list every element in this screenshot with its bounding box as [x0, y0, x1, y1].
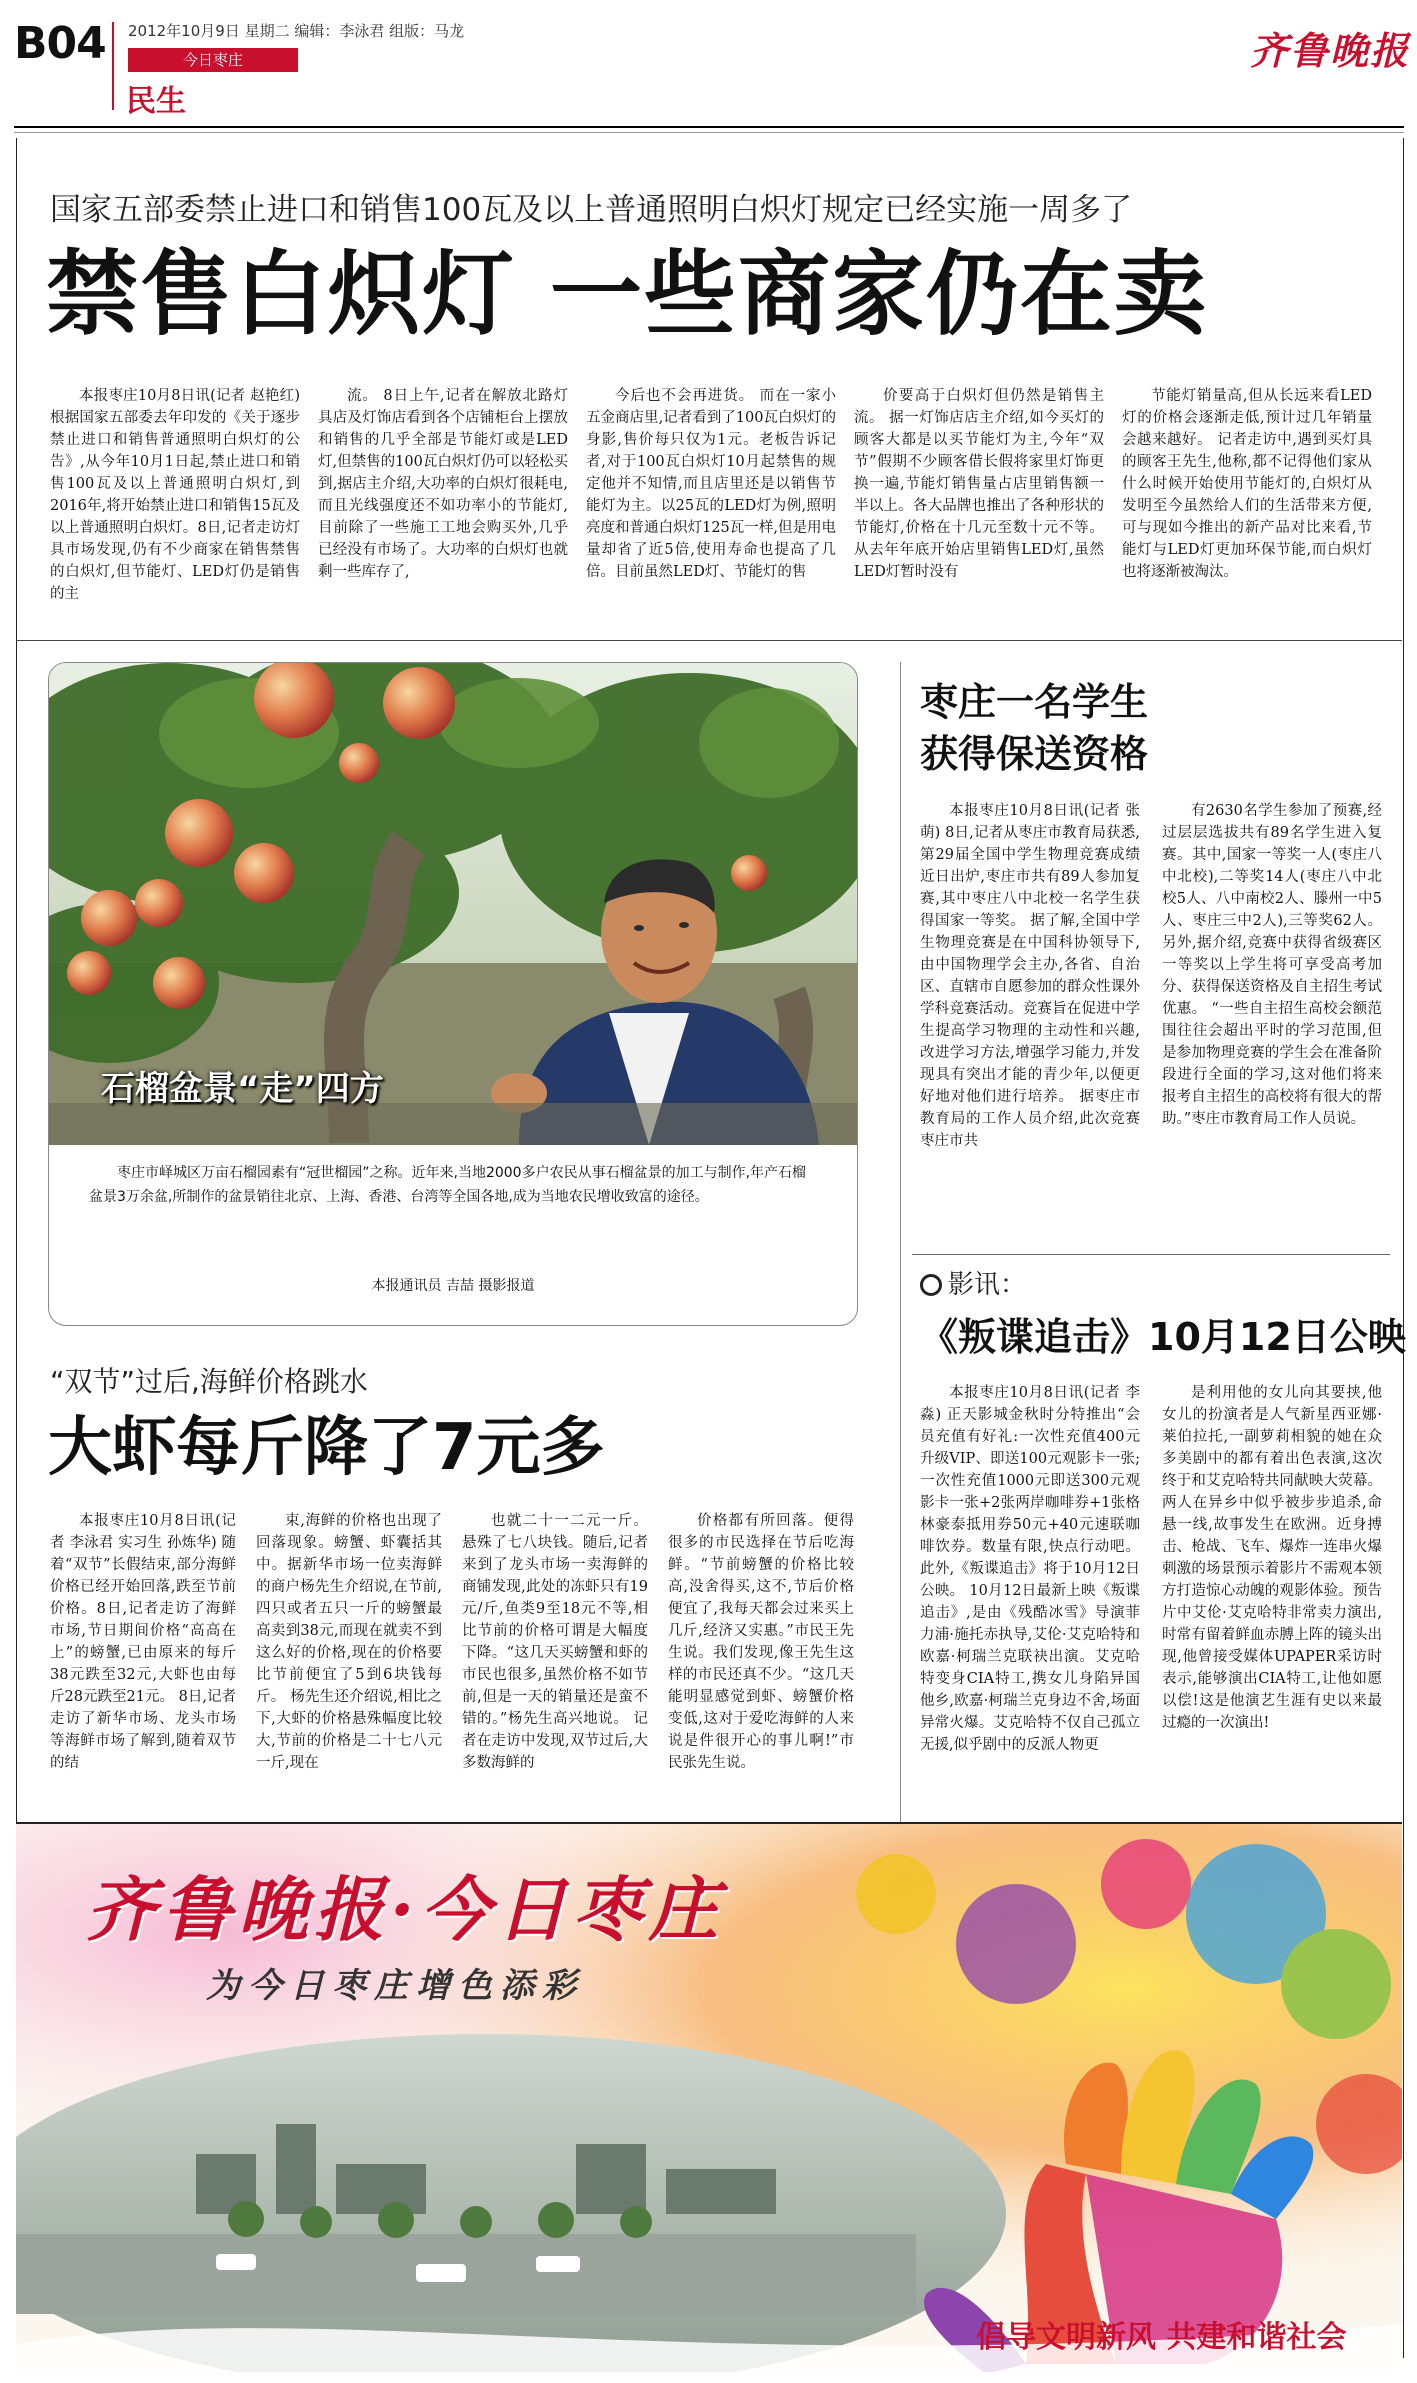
lead-col-5-text: 节能灯销量高,但从长远来看LED灯的价格会逐渐走低,预计过几年销量会越来越好。 记者走访中,遇到买灯具的顾客王先生,他称,都不记得他们家从什么时候开始使用节能灯的,白炽灯从发明至今虽然给人们的生活带来方便,可与现如今推出的新产品对比来看,节能灯与LED灯更加环保节能,而白炽灯也将逐渐被淘汰。 [1122, 388, 1372, 580]
lead-col-4-text: 价要高于白炽灯但仍然是销售主流。 据一灯饰店店主介绍,如今买灯的顾客大都是以买节能灯为主,今年“双节”假期不少顾客借长假将家里灯饰更换一遍,节能灯销售量占店里销售额一半以上。各大品牌也推出了各种形状的节能灯,价格在十几元至数十元不等。从去年年底开始店里销售LED灯,虽然LED灯暂时没有 [854, 388, 1104, 580]
edition-tag-label: 今日枣庄 [182, 51, 243, 69]
student-col-1-text: 本报枣庄10月8日讯(记者 张萌) 8日,记者从枣庄市教育局获悉,第29届全国中学生物理竞赛成绩近日出炉,枣庄市共有89人参加复赛,其中枣庄八中北校一名学生获得国家一等奖。 据了解,全国中学生物理竞赛是在中国科协领导下,由中国物理学会主办,各省、自治区、直辖市自愿参加的群众性课外学科竞赛活动。竞赛旨在促进中学生提高学习物理的主动性和兴趣,改进学习方法,增强学习能力,并发现具有突出才能的青少年,以便更好地对他们进行培养。 据枣庄市教育局的工作人员介绍,此次竞赛枣庄市共 [920, 803, 1140, 1149]
student-headline-line2: 获得保送资格 [920, 732, 1149, 776]
lead-col-4 [854, 385, 1104, 625]
lead-col-3-text: 今后也不会再进货。 而在一家小五金商店里,记者看到了100瓦白炽灯的身影,售价每只仅为1元。老板告诉记者,对于100瓦白炽灯10月起禁售的规定他并不知情,而且店里还是以销售节能灯为主。以25瓦的LED灯为例,照明亮度和普通白炽灯125瓦一样,但是用电量却省了近5倍,使用寿命也提高了几倍。目前虽然LED灯、节能灯的售 [586, 388, 836, 580]
seafood-kicker: “双节”过后,海鲜价格跳水 [50, 1365, 368, 1398]
photo-overlay-title: 石榴盆景“走”四方 [101, 1069, 384, 1109]
photo-caption: 枣庄市峄城区万亩石榴园素有“冠世榴园”之称。近年来,当地2000多户农民从事石榴盆景的加工与制作,年产石榴盆景3万余盆,所制作的盆景销往北京、上海、香港、台湾等全国各地,成为当地农民增收致富的途径。 [89, 1165, 807, 1205]
lead-col-2 [318, 385, 568, 625]
header-rule [14, 126, 1404, 128]
lead-headline [46, 240, 1208, 350]
lead-bottom-rule [16, 640, 1402, 641]
film-top-rule [912, 1254, 1390, 1255]
page-header [0, 0, 1417, 120]
ad-banner[interactable] [16, 1822, 1402, 2372]
seafood-col-1-text: 本报枣庄10月8日讯(记者 李泳君 实习生 孙炼华) 随着“双节”长假结束,部分海鲜价格已经开始回落,跌至节前价格。8日,记者走访了海鲜市场,节日期间价格“高高在上”的螃蟹,已由原来的每斤38元跌至32元,大虾也由每斤28元跌至21元。 8日,记者走访了新华市场、龙头市场等海鲜市场了解到,随着双节的结 [50, 1513, 236, 1771]
lead-col-3 [586, 385, 836, 625]
lead-col-5 [1122, 385, 1372, 625]
seafood-headline: 大虾每斤降了7元多 [48, 1411, 605, 1485]
header-divider [112, 22, 114, 110]
student-headline [920, 676, 1148, 780]
student-col-2-text: 有2630名学生参加了预赛,经过层层选拔共有89名学生进入复赛。其中,国家一等奖一人(枣庄八中北校),二等奖14人(枣庄八中北校5人、八中南校2人、滕州一中5人、枣庄三中2人),三等奖62人。另外,据介绍,竞赛中获得省级赛区一等奖以上学生将可享受高考加分、获得保送资格及自主招生考试优惠。 “一些自主招生高校会额范围往往会超出平时的学习范围,但是参加物理竞赛的学生会在准备阶段进行全面的学习,这对他们将来报考自主招生的高校将有很大的帮助。”枣庄市教育局工作人员说。 [1162, 803, 1382, 1127]
seafood-col-3-text: 也就二十一二元一斤。悬殊了七八块钱。随后,记者来到了龙头市场一卖海鲜的商铺发现,此处的冻虾只有19元/斤,鱼类9至18元不等,相比节前的价格可谓是大幅度下降。“这几天买螃蟹和虾的市民也很多,虽然价格不如节前,但是一天的销量还是蛮不错的。”杨先生高兴地说。 记者在走访中发现,双节过后,大多数海鲜的 [462, 1513, 648, 1771]
masthead-logo: 齐鲁晚报 [1250, 28, 1411, 73]
seafood-col-2-text: 束,海鲜的价格也出现了回落现象。螃蟹、虾囊括其中。据新华市场一位卖海鲜的商户杨先生介绍说,在节前,四只或者五只一斤的螃蟹最高卖到38元,而现在就卖不到这么好的价格,现在的价格要比节前便宜了5到6块钱每斤。 杨先生还介绍说,相比之下,大虾的价格悬殊幅度比较大,节前的价格是二十七八元一斤,现在 [256, 1513, 442, 1771]
student-col-2 [1162, 800, 1382, 1240]
student-col-1 [920, 800, 1140, 1240]
page-code: B04 [14, 18, 106, 69]
ad-title: 齐鲁晚报·今日枣庄 [86, 1868, 725, 1951]
date-line: 2012年10月9日 星期二 编辑：李泳君 组版：马龙 [128, 22, 465, 40]
lead-col-1-text: 本报枣庄10月8日讯(记者 赵艳红) 根据国家五部委去年印发的《关于逐步禁止进口和销售普通照明白炽灯的公告》,从今年10月1日起,禁止进口和销售100瓦及以上普通照明白炽灯,到2016年,将开始禁止进口和销售15瓦及以上普通照明白炽灯。8日,记者走访灯具市场发现,仍有不少商家在销售禁售的白炽灯,但节能灯、LED灯仍是销售的主 [50, 388, 300, 602]
pomegranate-photo [49, 663, 857, 1145]
film-col-1-text: 本报枣庄10月8日讯(记者 李淼) 正天影城金秋时分特推出“会员充值有好礼:一次性充值400元升级VIP、即送100元观影卡一张;一次性充值1000元即送300元观影卡一张+2张两岸咖啡券+1张格林豪泰抵用券50元+40元速联咖啡饮券。数量有限,快点行动吧。此外,《叛谍追击》将于10月12日公映。 10月12日最新上映《叛谍追击》,是由《残酷冰雪》导演菲力浦·施托赤执导,艾伦·艾克哈特和欧嘉·柯瑞兰克联袂出演。艾克哈特变身CIA特工,携女儿身陷异国他乡,欧嘉·柯瑞兰克身边不舍,场面异常火爆。艾克哈特不仅自己孤立无援,似乎剧中的反派人物更 [920, 1385, 1140, 1753]
lead-headline-text: 禁售白炽灯 一些商家仍在卖 [46, 241, 1209, 348]
seafood-col-4-text: 价格都有所回落。便得很多的市民选择在节后吃海鲜。“节前螃蟹的价格比较高,没舍得买,这不,节后价格便宜了,我每天都会过来买上几斤,经济又实惠。”市民王先生说。我们发现,像王先生这样的市民还真不少。“这几天能明显感觉到虾、螃蟹价格变低,这对于爱吃海鲜的人来说是件很开心的事儿啊!”市民张先生说。 [668, 1513, 854, 1771]
student-headline-line1: 枣庄一名学生 [920, 680, 1149, 724]
edition-tag [128, 48, 298, 72]
film-col-2-text: 是利用他的女儿向其要挟,他女儿的扮演者是人气新星西亚娜·莱伯拉托,一副萝莉相貌的她在众多美剧中的都有着出色表演,这次终于和艾克哈特共同献映大荧幕。两人在异乡中似乎被步步追杀,命悬一线,故事发生在欧洲。近身搏击、枪战、飞车、爆炸一连串火爆刺激的场景预示着影片不需观本领方打造惊心动魄的观影体验。预告片中艾伦·艾克哈特非常卖力演出,时常有留着鲜血赤膊上阵的镜头出现,他曾接受媒体UPAPER采访时表示,能够演出CIA特工,让他如愿以偿!这是他演艺生涯有史以来最过瘾的一次演出! [1162, 1385, 1382, 1731]
film-reel-icon [920, 1274, 942, 1296]
photo-credit: 本报通讯员 吉喆 摄影报道 [371, 1278, 535, 1294]
lead-col-1 [50, 385, 300, 625]
film-label-text: 影讯： [948, 1270, 1027, 1300]
header-rule-thin [14, 132, 1404, 133]
ad-subtitle: 为今日枣庄增色添彩 [206, 1966, 584, 2006]
film-label [920, 1264, 1026, 1301]
lead-col-2-text: 流。 8日上午,记者在解放北路灯具店及灯饰店看到各个店铺柜台上摆放和销售的几乎全部是节能灯或是LED灯,但禁售的100瓦白炽灯仍可以轻松买到,据店主介绍,大功率的白炽灯很耗电,而且光线强度还不如功率小的节能灯,目前除了一些施工工地会购买外,几乎已经没有市场了。大功率的白炽灯也就剩一些库存了, [318, 388, 568, 580]
lead-kicker: 国家五部委禁止进口和销售100瓦及以上普通照明白炽灯规定已经实施一周多了 [50, 192, 1133, 228]
ad-slogan: 倡导文明新风 共建和谐社会 [976, 2320, 1347, 2355]
section-name: 民生 [126, 84, 186, 119]
photo-panel [48, 662, 858, 1326]
film-headline: 《叛谍追击》10月12日公映 [920, 1315, 1406, 1359]
